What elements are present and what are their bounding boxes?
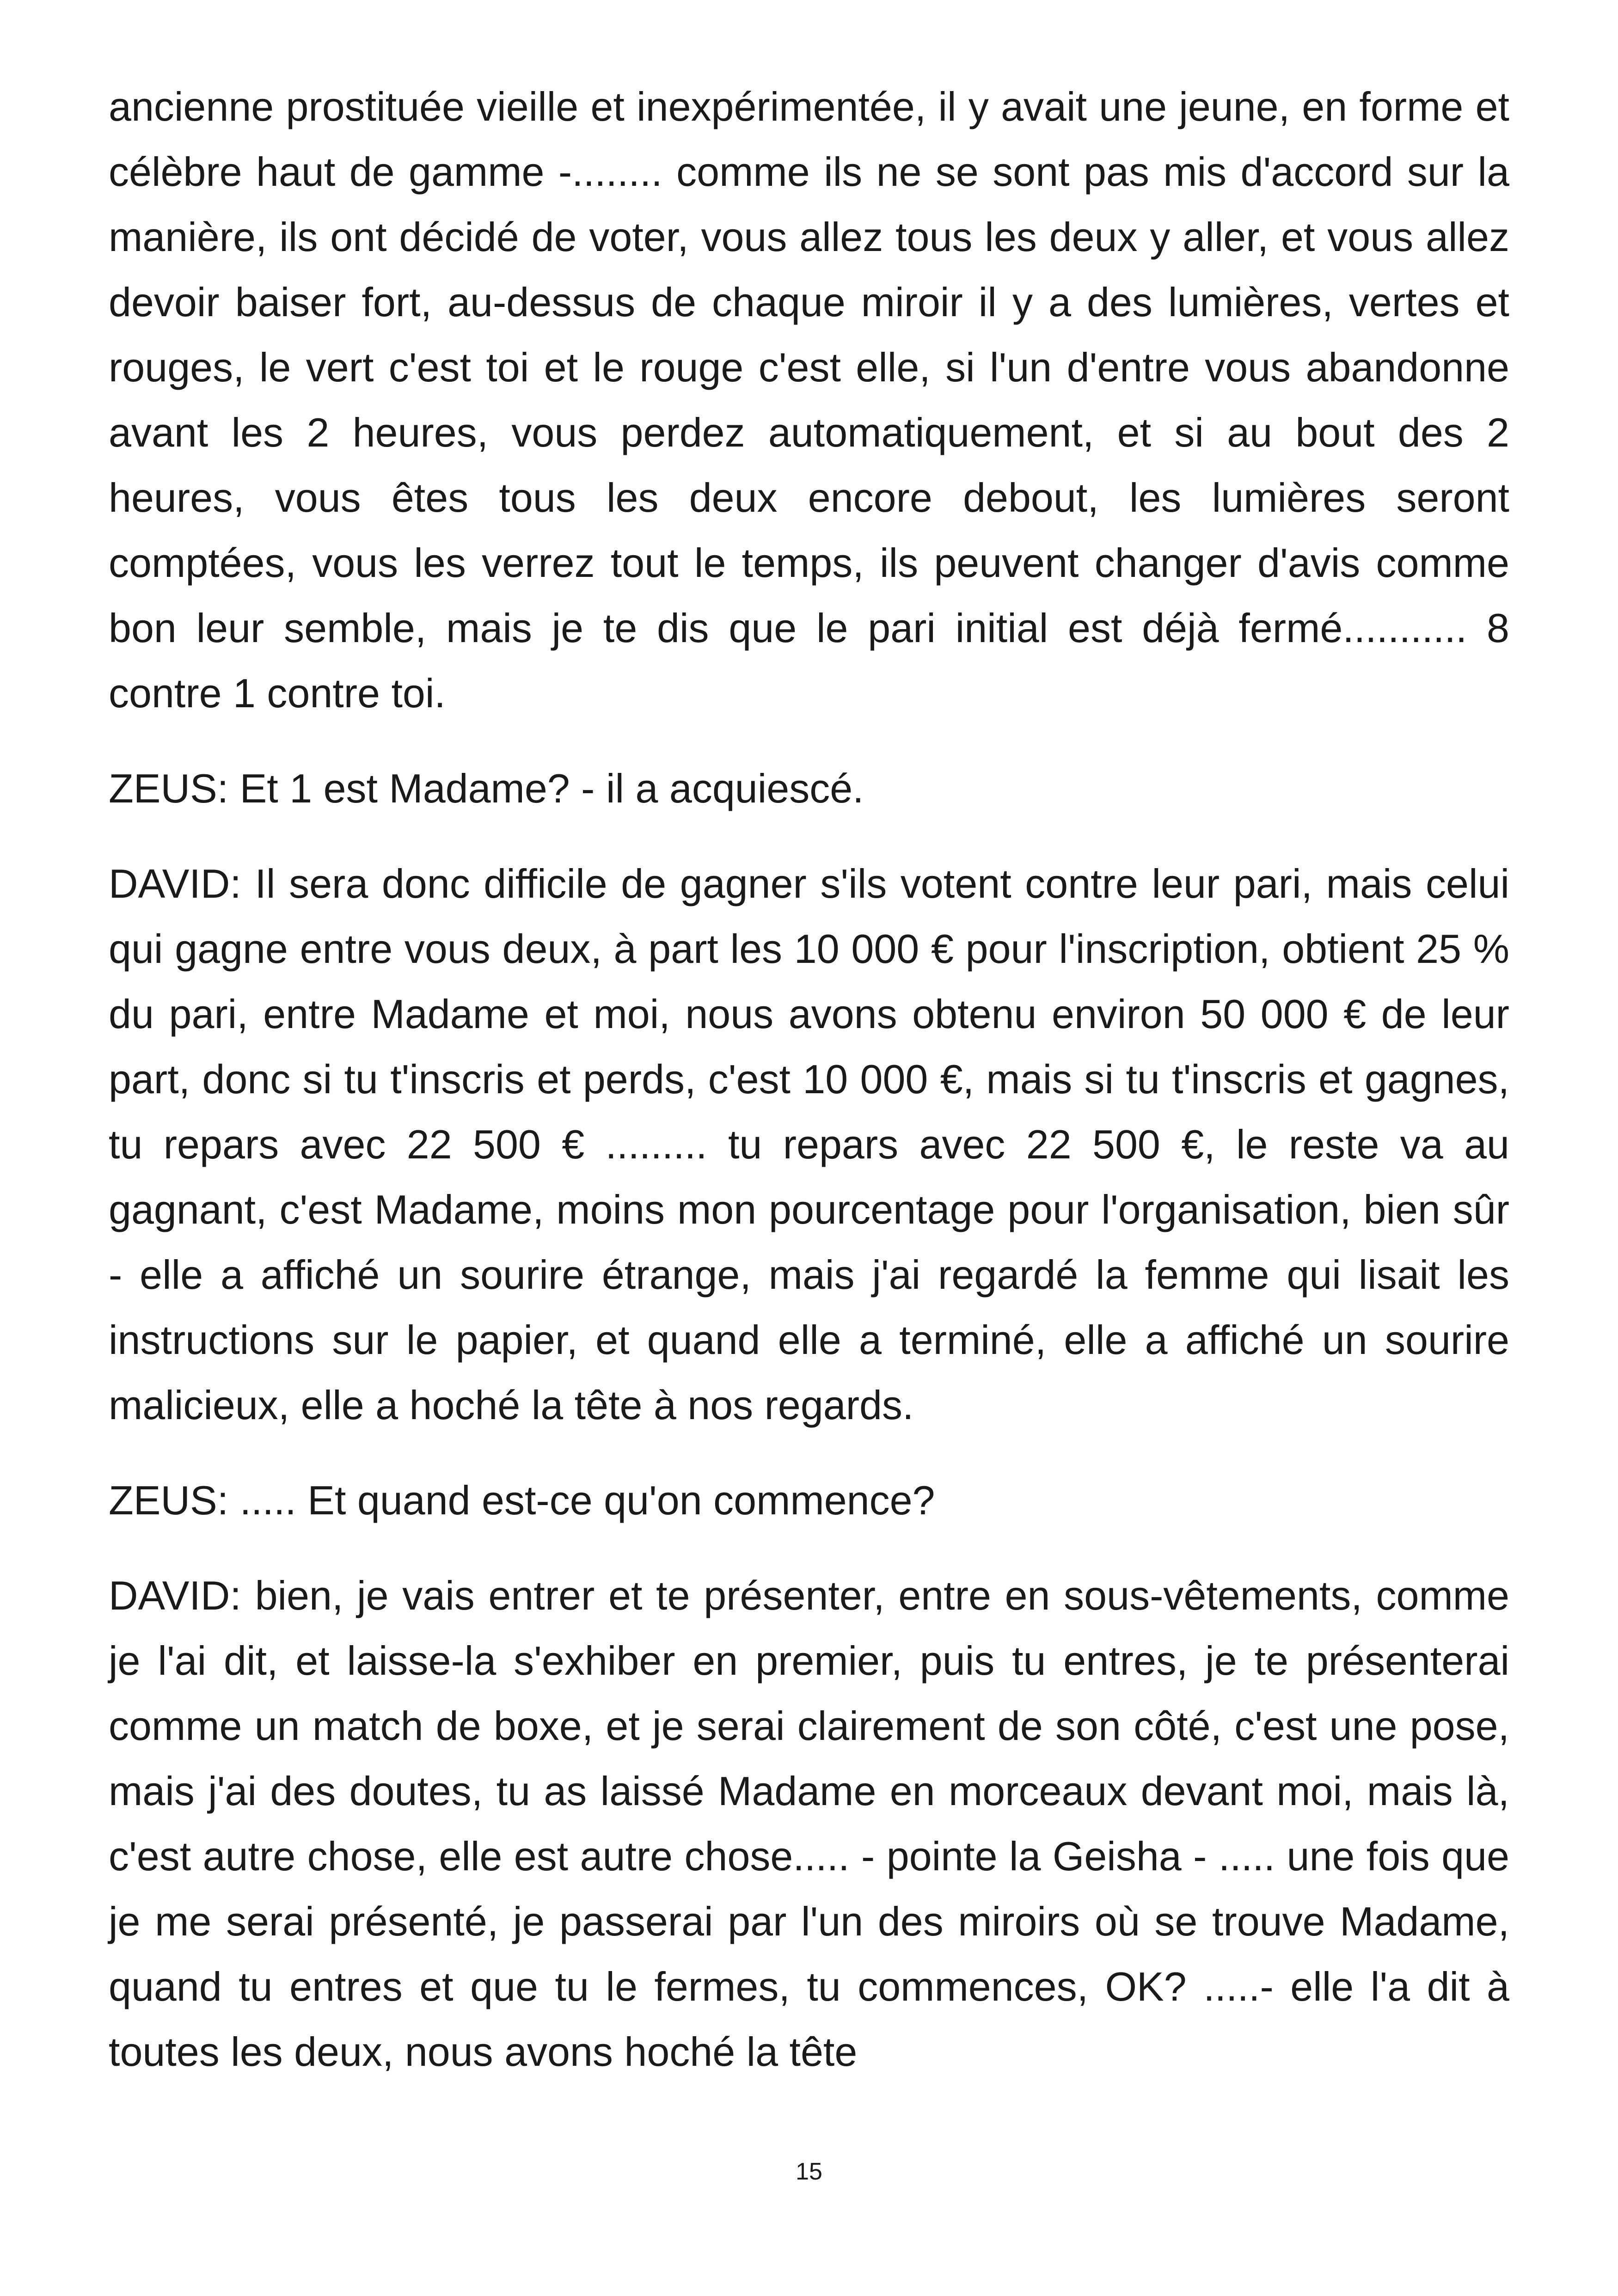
paragraph-zeus-start: ZEUS: ..... Et quand est-ce qu'on commence? <box>109 1477 935 1523</box>
paragraph-narration: ancienne prostituée vieille et inexpérimentée, il y avait une jeune, en forme et célèbre haut de gamme -........ comme ils ne se sont pas mis d'accord sur la manière, ils ont décidé de voter, vous allez tous les deux y aller, et vous allez devoir baiser fort, au-dessus de chaque miroir il y a des lumières, vertes et rouges, le vert c'est toi et le rouge c'est elle, si l'un d'entre vous abandonne avant les 2 heures, vous perdez automatiquement, et si au bout des 2 heures, vous êtes tous les deux encore debout, les lumières seront comptées, vous les verrez tout le temps, ils peuvent changer d'avis comme bon leur semble, mais je te dis que le pari initial est déjà fermé........... 8 contre 1 contre toi. <box>109 84 1509 716</box>
paragraph-zeus-question: ZEUS: Et 1 est Madame? - il a acquiescé. <box>109 765 864 811</box>
page-body <box>109 74 1509 2114</box>
page-number: 15 <box>796 2158 822 2185</box>
paragraph-david-instructions: DAVID: bien, je vais entrer et te présenter, entre en sous-vêtements, comme je l'ai dit, et laisse-la s'exhiber en premier, puis tu entres, je te présenterai comme un match de boxe, et je serai clairement de son côté, c'est une pose, mais j'ai des doutes, tu as laissé Madame en morceaux devant moi, mais là, c'est autre chose, elle est autre chose..... - pointe la Geisha - ..... une fois que je me serai présenté, je passerai par l'un des miroirs où se trouve Madame, quand tu entres et que tu le fermes, tu commences, OK? .....- elle l'a dit à toutes les deux, nous avons hoché la tête <box>109 1573 1509 2075</box>
paragraph-david-bet: DAVID: Il sera donc difficile de gagner s'ils votent contre leur pari, mais celui qui gagne entre vous deux, à part les 10 000 € pour l'inscription, obtient 25 % du pari, entre Madame et moi, nous avons obtenu environ 50 000 € de leur part, donc si tu t'inscris et perds, c'est 10 000 €, mais si tu t'inscris et gagnes, tu repars avec 22 500 € ......... tu repars avec 22 500 €, le reste va au gagnant, c'est Madame, moins mon pourcentage pour l'organisation, bien sûr - elle a affiché un sourire étrange, mais j'ai regardé la femme qui lisait les instructions sur le papier, et quand elle a terminé, elle a affiché un sourire malicieux, elle a hoché la tête à nos regards. <box>109 861 1509 1428</box>
